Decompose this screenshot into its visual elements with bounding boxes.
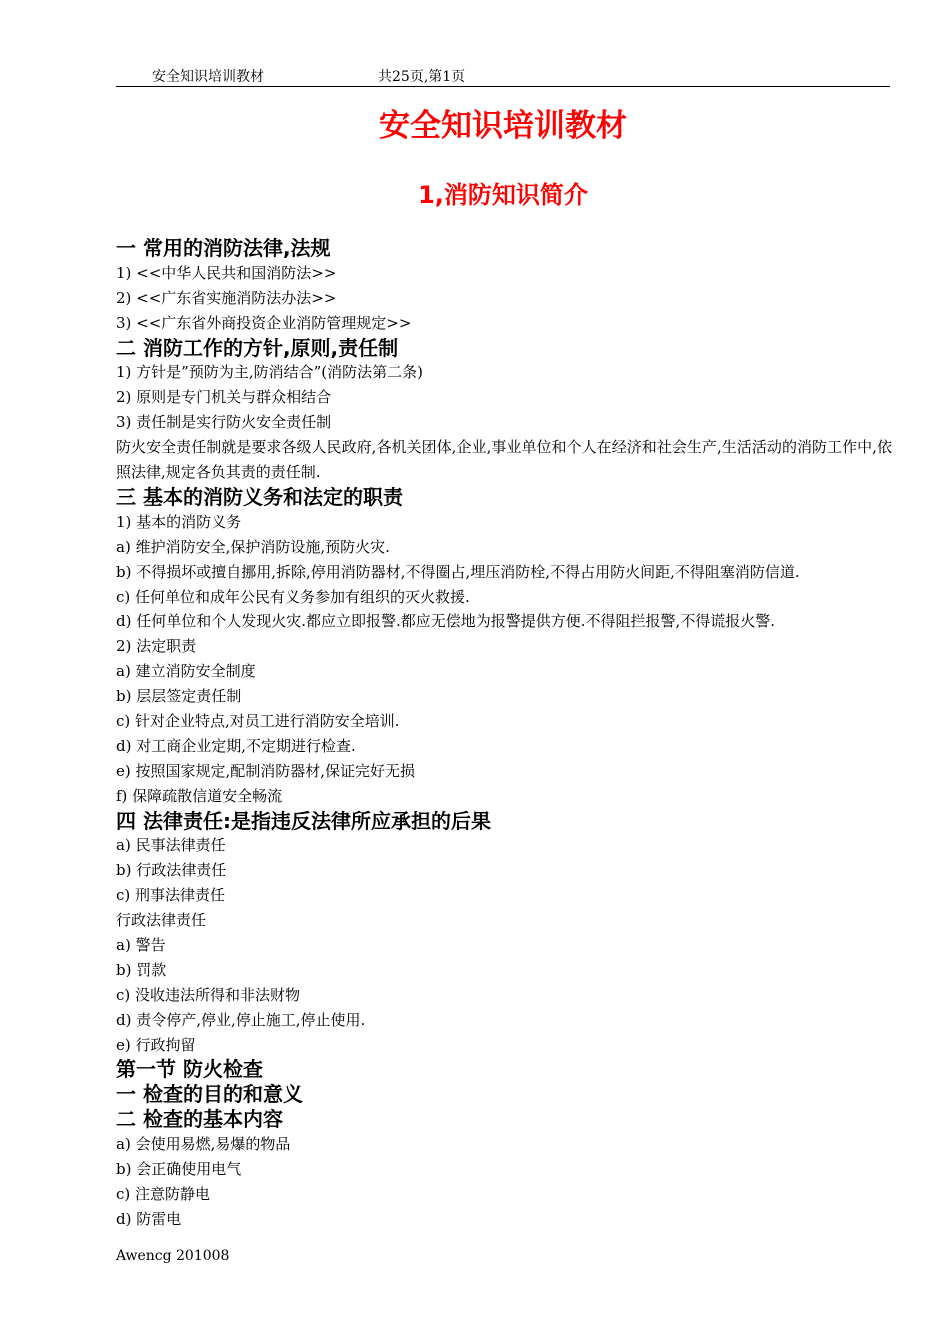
list-item: 1) <<中华人民共和国消防法>>	[116, 263, 337, 282]
section-heading: 三 基本的消防义务和法定的职责	[116, 484, 403, 509]
paragraph: 防火安全责任制就是要求各级人民政府,各机关团体,企业,事业单位和个人在经济和社会生产,生活活动的消防工作中,依照法律,规定各负其责的责任制.	[116, 438, 892, 482]
list-item: b) 罚款	[116, 960, 167, 979]
list-item: a) 会使用易燃,易爆的物品	[116, 1135, 291, 1154]
list-item: a) 建立消防安全制度	[116, 662, 256, 681]
section-heading: 二 消防工作的方针,原则,责任制	[116, 335, 399, 360]
list-item: 行政法律责任	[116, 911, 207, 930]
section-heading: 四 法律责任:是指违反法律所应承担的后果	[116, 808, 491, 833]
list-item: e) 按照国家规定,配制消防器材,保证完好无损	[116, 761, 416, 780]
list-item: c) 针对企业特点,对员工进行消防安全培训.	[116, 711, 400, 730]
section-heading: 一 常用的消防法律,法规	[116, 236, 331, 260]
list-item: d) 防雷电	[116, 1209, 182, 1228]
list-item: f) 保障疏散信道安全畅流	[116, 786, 283, 805]
list-item: c) 注意防静电	[116, 1184, 211, 1203]
list-item: a) 维护消防安全,保护消防设施,预防火灾.	[116, 537, 390, 556]
header-page-number: 共25页,第1页	[378, 69, 466, 85]
list-item: d) 责令停产,停业,停止施工,停止使用.	[116, 1010, 366, 1029]
document-title: 安全知识培训教材	[379, 108, 627, 144]
list-item: 3) 责任制是实行防火安全责任制	[116, 413, 332, 432]
list-item: b) 会正确使用电气	[116, 1159, 242, 1178]
list-item: b) 层层签定责任制	[116, 687, 242, 706]
list-item: 2) <<广东省实施消防法办法>>	[116, 288, 337, 307]
list-item: 1) 基本的消防义务	[116, 512, 242, 531]
section-title: 1,消防知识简介	[418, 181, 588, 209]
list-item: d) 对工商企业定期,不定期进行检查.	[116, 736, 356, 755]
section-heading: 一 检查的目的和意义	[116, 1082, 303, 1107]
list-item: d) 任何单位和个人发现火灾.都应立即报警.都应无偿地为报警提供方便.不得阻拦报警,不得谎报火警.	[116, 612, 776, 631]
list-item: c) 没收违法所得和非法财物	[116, 985, 301, 1004]
header-doc-name: 安全知识培训教材	[152, 69, 264, 85]
list-item: c) 任何单位和成年公民有义务参加有组织的灭火救援.	[116, 587, 470, 606]
list-item: 1) 方针是”预防为主,防消结合”(消防法第二条)	[116, 363, 423, 382]
list-item: a) 警告	[116, 935, 166, 954]
section-heading: 第一节 防火检查	[116, 1057, 263, 1082]
list-item: e) 行政拘留	[116, 1035, 196, 1054]
document-body	[116, 236, 892, 1232]
list-item: 2) 法定职责	[116, 637, 197, 656]
list-item: c) 刑事法律责任	[116, 886, 226, 905]
list-item: 2) 原则是专门机关与群众相结合	[116, 388, 332, 407]
page-header	[116, 64, 890, 87]
list-item: a) 民事法律责任	[116, 836, 226, 855]
list-item: b) 不得损坏或擅自挪用,拆除,停用消防器材,不得圈占,埋压消防栓,不得占用防火间距,不得阻塞消防信道.	[116, 562, 800, 581]
page-footer: Awencg 201008	[116, 1248, 230, 1264]
list-item: 3) <<广东省外商投资企业消防管理规定>>	[116, 313, 412, 332]
section-heading: 二 检查的基本内容	[116, 1107, 283, 1132]
list-item: b) 行政法律责任	[116, 861, 227, 880]
